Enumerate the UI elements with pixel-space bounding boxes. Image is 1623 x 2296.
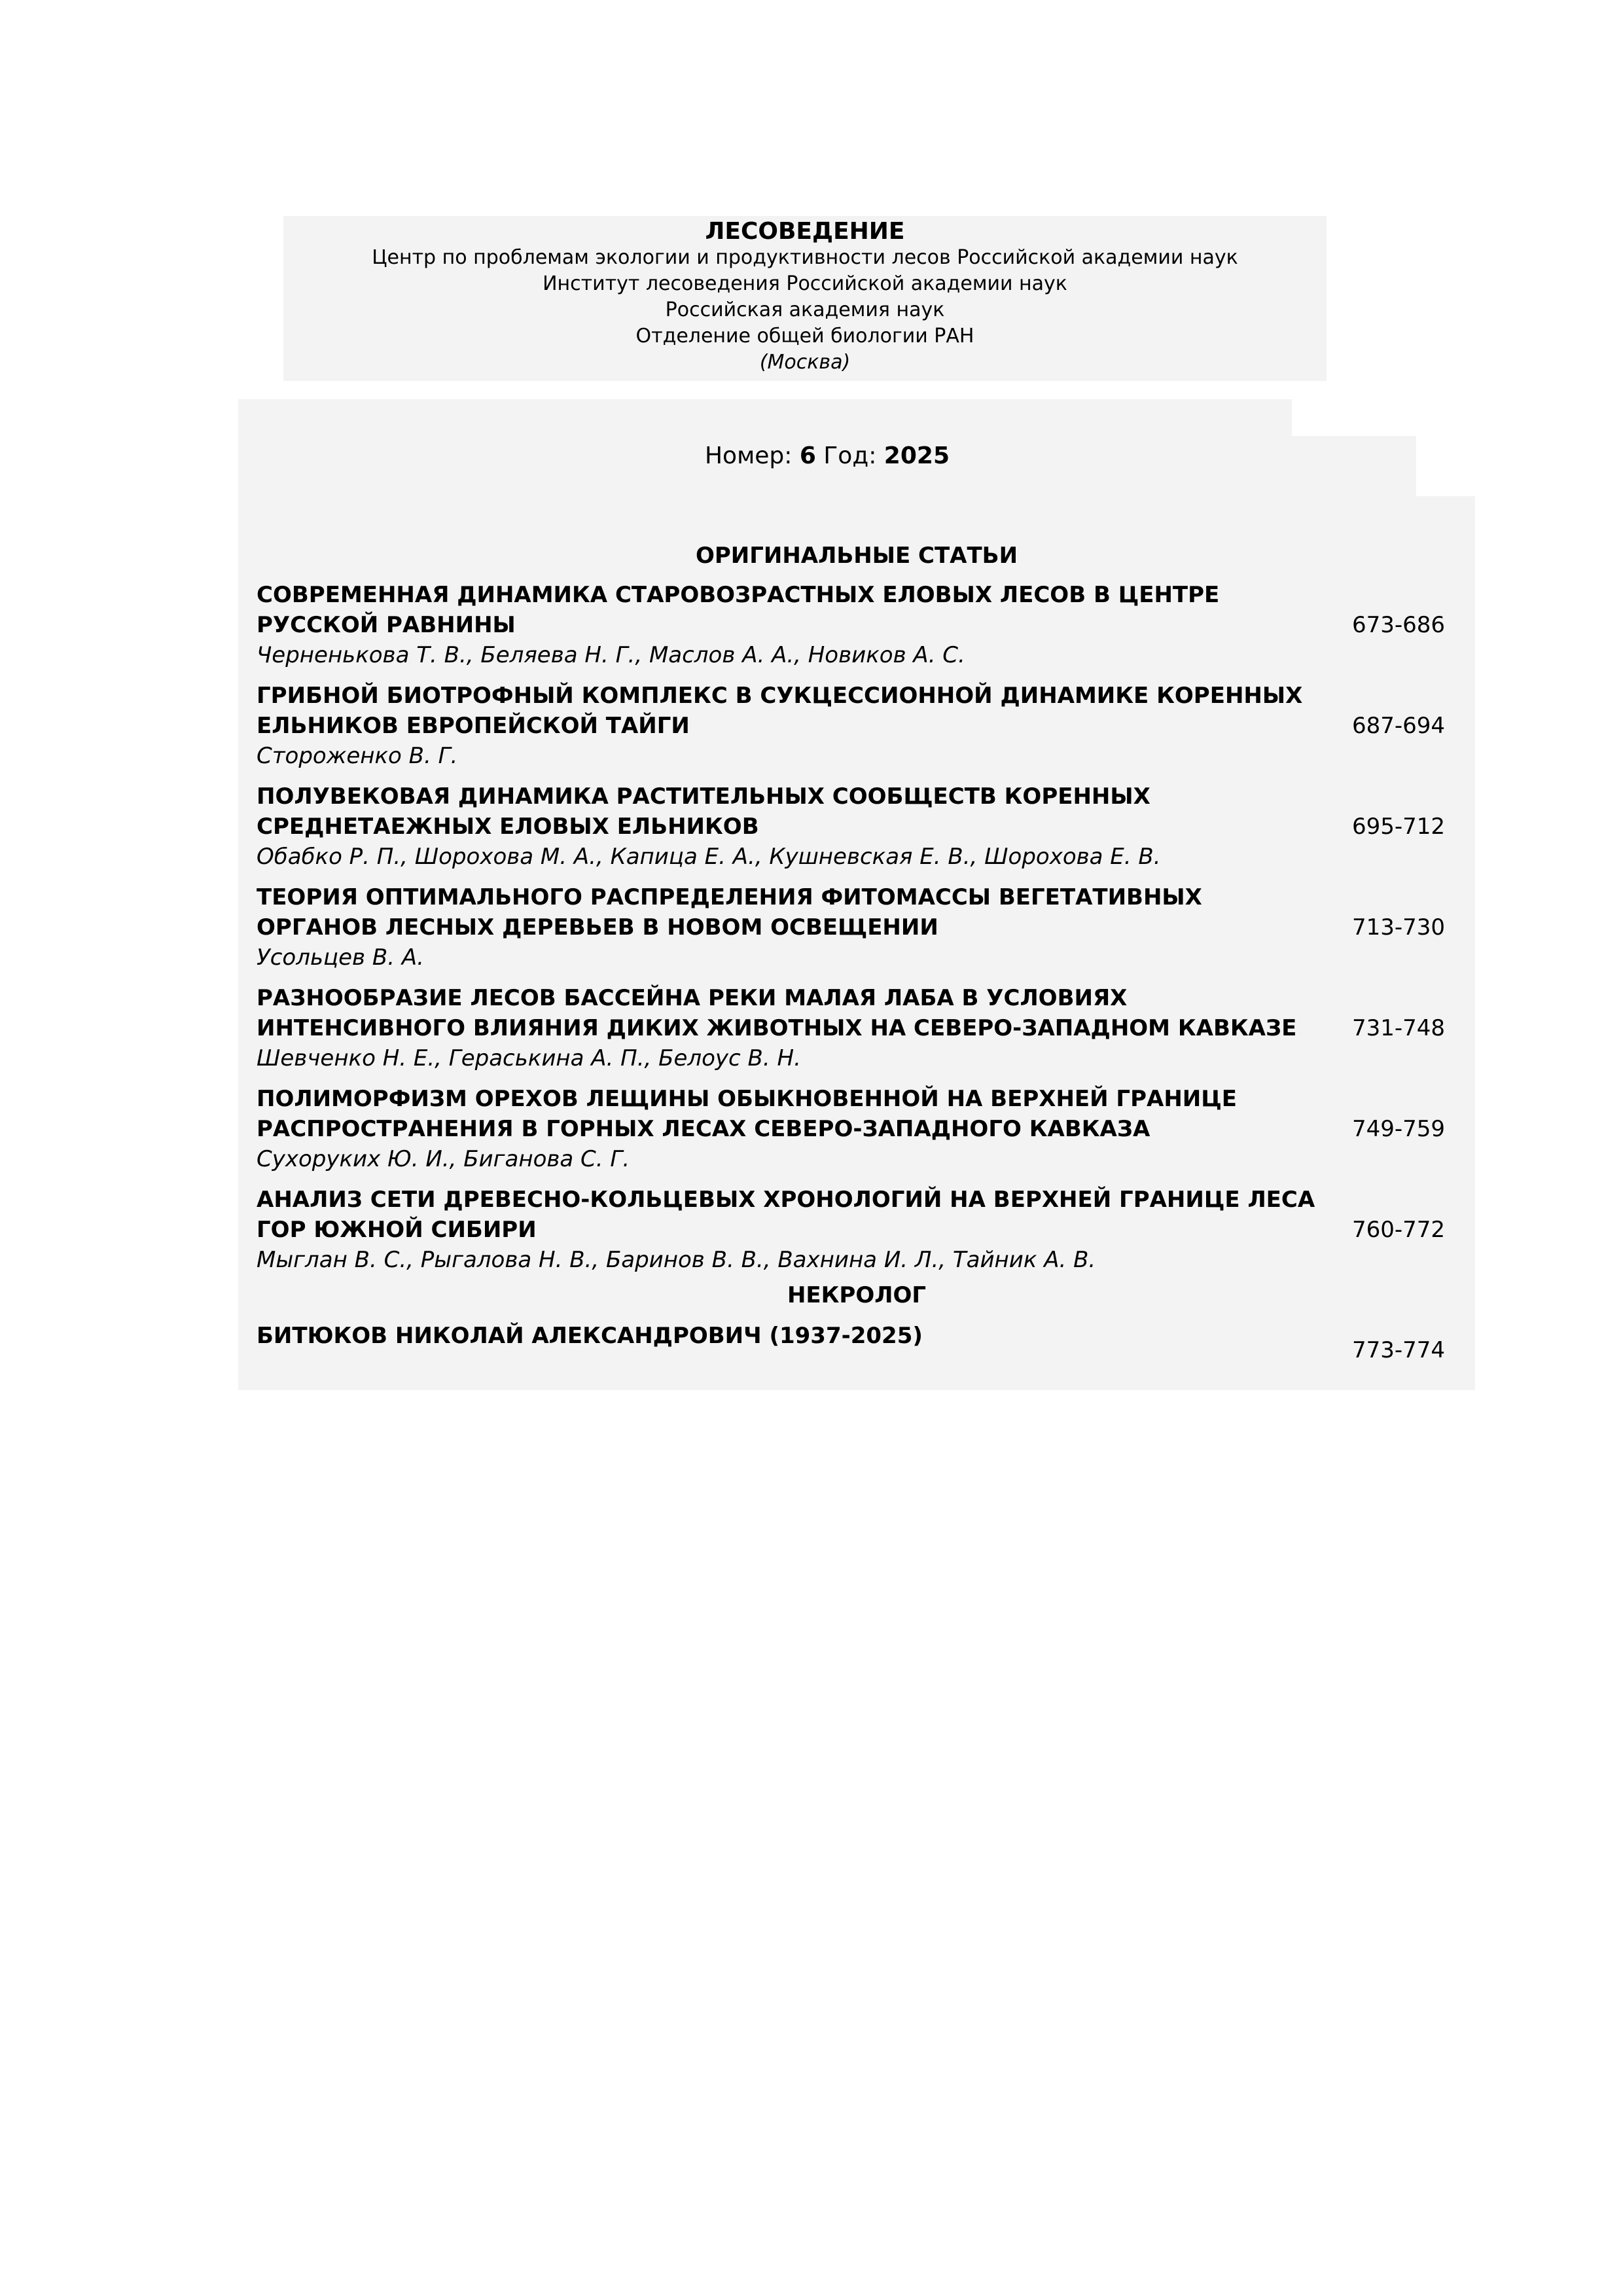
issue-year-label: Год: (823, 442, 877, 469)
section-title: НЕКРОЛОГ (787, 1282, 927, 1308)
article-authors: Стороженко В. Г. (257, 743, 458, 769)
section-title: ОРИГИНАЛЬНЫЕ СТАТЬИ (695, 543, 1018, 569)
table-of-contents (238, 496, 1475, 1390)
article-title[interactable] (257, 1084, 1330, 1144)
article-authors: Обабко Р. П., Шорохова М. А., Капица Е. А., Кушневская Е. В., Шорохова Е. В. (257, 844, 1161, 870)
article-title-line[interactable]: БИТЮКОВ НИКОЛАЙ АЛЕКСАНДРОВИЧ (1937-2025) (257, 1323, 923, 1349)
article-title-line[interactable]: СОВРЕМЕННАЯ ДИНАМИКА СТАРОВОЗРАСТНЫХ ЕЛОВЫХ ЛЕСОВ В ЦЕНТРЕ (257, 582, 1220, 608)
article-item[interactable] (257, 781, 1475, 872)
article-authors: Мыглан В. С., Рыгалова Н. В., Баринов В. В., Вахнина И. Л., Тайник А. В. (257, 1247, 1096, 1273)
article-item[interactable] (257, 1084, 1475, 1174)
article-title[interactable] (257, 1185, 1330, 1245)
article-pages: 731-748 (1352, 1015, 1446, 1041)
article-title[interactable] (257, 882, 1330, 942)
article-authors: Шевченко Н. Е., Гераськина А. П., Белоус В. Н. (257, 1045, 801, 1071)
article-title[interactable] (257, 1321, 1330, 1351)
issue-year: 2025 (883, 442, 950, 469)
journal-city: (Москва) (759, 351, 851, 374)
article-item[interactable] (257, 1321, 1475, 1363)
article-title-line[interactable]: АНАЛИЗ СЕТИ ДРЕВЕСНО-КОЛЬЦЕВЫХ ХРОНОЛОГИЙ НА ВЕРХНЕЙ ГРАНИЦЕ ЛЕСА (257, 1187, 1315, 1213)
article-title-line[interactable]: ЕЛЬНИКОВ ЕВРОПЕЙСКОЙ ТАЙГИ (257, 713, 690, 739)
article-title[interactable] (257, 781, 1330, 842)
article-item[interactable] (257, 580, 1475, 670)
article-title-line[interactable]: ГОР ЮЖНОЙ СИБИРИ (257, 1217, 537, 1243)
article-title[interactable] (257, 580, 1330, 640)
article-pages: 760-772 (1352, 1217, 1446, 1243)
article-item[interactable] (257, 882, 1475, 973)
journal-title: ЛЕСОВЕДЕНИЕ (705, 218, 905, 245)
article-title-line[interactable]: ПОЛУВЕКОВАЯ ДИНАМИКА РАСТИТЕЛЬНЫХ СООБЩЕСТВ КОРЕННЫХ (257, 783, 1150, 810)
article-title-line[interactable]: ОРГАНОВ ЛЕСНЫХ ДЕРЕВЬЕВ В НОВОМ ОСВЕЩЕНИИ (257, 914, 938, 941)
article-title-line[interactable]: ПОЛИМОРФИЗМ ОРЕХОВ ЛЕЩИНЫ ОБЫКНОВЕННОЙ НА ВЕРХНЕЙ ГРАНИЦЕ (257, 1086, 1238, 1112)
article-title-line[interactable]: ТЕОРИЯ ОПТИМАЛЬНОГО РАСПРЕДЕЛЕНИЯ ФИТОМАССЫ ВЕГЕТАТИВНЫХ (257, 884, 1202, 910)
article-pages: 773-774 (1352, 1337, 1446, 1363)
article-title[interactable] (257, 983, 1330, 1043)
journal-header (283, 216, 1327, 381)
article-item[interactable] (257, 681, 1475, 771)
article-item[interactable] (257, 983, 1475, 1073)
article-title-line[interactable]: РАЗНООБРАЗИЕ ЛЕСОВ БАССЕЙНА РЕКИ МАЛАЯ ЛАБА В УСЛОВИЯХ (257, 985, 1128, 1011)
issue-number-label: Номер: (704, 442, 793, 469)
article-pages: 713-730 (1352, 914, 1446, 941)
article-item[interactable] (257, 1185, 1475, 1275)
article-title-line[interactable]: ИНТЕНСИВНОГО ВЛИЯНИЯ ДИКИХ ЖИВОТНЫХ НА СЕВЕРО-ЗАПАДНОМ КАВКАЗЕ (257, 1015, 1297, 1041)
article-title[interactable] (257, 681, 1330, 741)
article-title-line[interactable]: РУССКОЙ РАВНИНЫ (257, 612, 516, 638)
issue-background-top (238, 399, 1292, 436)
article-pages: 673-686 (1352, 612, 1446, 638)
article-authors: Усольцев В. А. (257, 944, 424, 971)
article-authors: Сухоруких Ю. И., Биганова С. Г. (257, 1146, 630, 1172)
article-title-line[interactable]: СРЕДНЕТАЕЖНЫХ ЕЛОВЫХ ЕЛЬНИКОВ (257, 814, 759, 840)
article-title-line[interactable]: РАСПРОСТРАНЕНИЯ В ГОРНЫХ ЛЕСАХ СЕВЕРО-ЗАПАДНОГО КАВКАЗА (257, 1116, 1150, 1142)
article-authors: Черненькова Т. В., Беляева Н. Г., Маслов А. А., Новиков А. С. (257, 642, 965, 668)
article-pages: 695-712 (1352, 814, 1446, 840)
issue-number: 6 (799, 442, 816, 469)
organization-line: Институт лесоведения Российской академии наук (543, 272, 1067, 295)
organization-line: Отделение общей биологии РАН (635, 325, 974, 348)
article-pages: 749-759 (1352, 1116, 1446, 1142)
organization-line: Центр по проблемам экологии и продуктивности лесов Российской академии наук (372, 246, 1238, 269)
organization-line: Российская академия наук (665, 298, 945, 321)
issue-info (238, 440, 1416, 473)
article-title-line[interactable]: ГРИБНОЙ БИОТРОФНЫЙ КОМПЛЕКС В СУКЦЕССИОННОЙ ДИНАМИКЕ КОРЕННЫХ (257, 683, 1303, 709)
article-pages: 687-694 (1352, 713, 1446, 739)
